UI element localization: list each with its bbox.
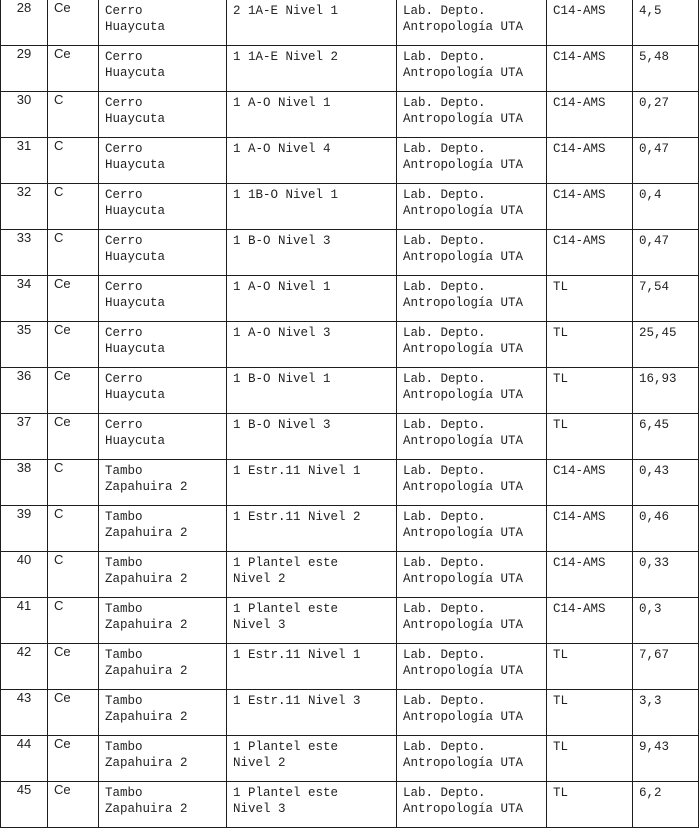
provenience-cell [227, 460, 397, 506]
table-row [1, 598, 699, 644]
provenience-cell [227, 368, 397, 414]
laboratory-cell [397, 230, 547, 276]
laboratory-cell [397, 46, 547, 92]
table-row [1, 276, 699, 322]
laboratory: Lab. Depto. Antropología UTA [403, 418, 524, 448]
table-row [1, 0, 699, 46]
laboratory-cell [397, 276, 547, 322]
sample-type: Ce [54, 276, 71, 291]
sample-number: 40 [16, 552, 32, 567]
measured-value-cell [633, 598, 699, 644]
provenience-cell [227, 782, 397, 828]
measured-value-cell [633, 736, 699, 782]
laboratory-cell [397, 782, 547, 828]
laboratory-cell [397, 92, 547, 138]
site-name: Cerro Huaycuta [105, 418, 166, 448]
sample-number-cell [1, 184, 48, 230]
sample-number-cell [1, 322, 48, 368]
measured-value: 3,3 [639, 694, 662, 708]
dating-method: C14-AMS [553, 556, 606, 570]
laboratory: Lab. Depto. Antropología UTA [403, 96, 524, 126]
measured-value-cell [633, 460, 699, 506]
site-name-cell [99, 644, 227, 690]
laboratory: Lab. Depto. Antropología UTA [403, 694, 524, 724]
measured-value: 25,45 [639, 326, 677, 340]
laboratory: Lab. Depto. Antropología UTA [403, 50, 524, 80]
sample-number: 29 [16, 46, 32, 61]
laboratory: Lab. Depto. Antropología UTA [403, 464, 524, 494]
site-name: Cerro Huaycuta [105, 96, 166, 126]
provenience-cell [227, 230, 397, 276]
dating-method-cell [547, 736, 633, 782]
provenience-cell [227, 644, 397, 690]
measured-value-cell [633, 276, 699, 322]
dating-method-cell [547, 0, 633, 46]
site-name-cell [99, 322, 227, 368]
site-name: Tambo Zapahuira 2 [105, 556, 188, 586]
laboratory-cell [397, 184, 547, 230]
provenience: 1 A-O Nivel 4 [233, 142, 331, 156]
laboratory: Lab. Depto. Antropología UTA [403, 4, 524, 34]
laboratory-cell [397, 368, 547, 414]
dating-method: C14-AMS [553, 602, 606, 616]
site-name: Tambo Zapahuira 2 [105, 694, 188, 724]
sample-number: 43 [16, 690, 32, 705]
sample-number: 36 [16, 368, 32, 383]
sample-number-cell [1, 414, 48, 460]
provenience-cell [227, 598, 397, 644]
sample-number: 39 [16, 506, 32, 521]
laboratory-cell [397, 690, 547, 736]
sample-type-cell [48, 506, 99, 552]
sample-type-cell [48, 782, 99, 828]
sample-type: Ce [54, 322, 71, 337]
sample-type: Ce [54, 414, 71, 429]
laboratory-cell [397, 460, 547, 506]
measured-value: 6,2 [639, 786, 662, 800]
sample-type: C [54, 460, 64, 475]
sample-number-cell [1, 460, 48, 506]
sample-type-cell [48, 184, 99, 230]
measured-value-cell [633, 414, 699, 460]
measured-value: 7,67 [639, 648, 670, 662]
dating-method-cell [547, 644, 633, 690]
measured-value: 4,5 [639, 4, 662, 18]
dating-method: C14-AMS [553, 464, 606, 478]
laboratory: Lab. Depto. Antropología UTA [403, 280, 524, 310]
laboratory-cell [397, 736, 547, 782]
provenience-cell [227, 184, 397, 230]
laboratory: Lab. Depto. Antropología UTA [403, 556, 524, 586]
laboratory: Lab. Depto. Antropología UTA [403, 510, 524, 540]
dating-method-cell [547, 414, 633, 460]
table-row [1, 184, 699, 230]
site-name: Tambo Zapahuira 2 [105, 648, 188, 678]
provenience-cell [227, 276, 397, 322]
dating-method: TL [553, 786, 569, 800]
sample-number: 35 [16, 322, 32, 337]
dating-method: TL [553, 694, 569, 708]
sample-type-cell [48, 736, 99, 782]
sample-number-cell [1, 644, 48, 690]
sample-number: 31 [16, 138, 32, 153]
laboratory-cell [397, 598, 547, 644]
provenience-cell [227, 414, 397, 460]
provenience: 1 1A-E Nivel 2 [233, 50, 339, 64]
table-row [1, 782, 699, 828]
table-row [1, 138, 699, 184]
measured-value: 0,43 [639, 464, 670, 478]
provenience: 1 Plantel este Nivel 2 [233, 740, 339, 770]
laboratory: Lab. Depto. Antropología UTA [403, 142, 524, 172]
dating-method: C14-AMS [553, 510, 606, 524]
measured-value: 0,47 [639, 142, 670, 156]
dating-method-cell [547, 276, 633, 322]
sample-type-cell [48, 276, 99, 322]
sample-number: 41 [16, 598, 32, 613]
sample-type-cell [48, 644, 99, 690]
provenience-cell [227, 506, 397, 552]
dating-method-cell [547, 138, 633, 184]
site-name: Tambo Zapahuira 2 [105, 740, 188, 770]
sample-type: Ce [54, 46, 71, 61]
sample-number-cell [1, 736, 48, 782]
measured-value: 0,27 [639, 96, 670, 110]
sample-number: 44 [16, 736, 32, 751]
laboratory: Lab. Depto. Antropología UTA [403, 648, 524, 678]
table-row [1, 322, 699, 368]
measured-value-cell [633, 690, 699, 736]
measured-value: 0,33 [639, 556, 670, 570]
site-name-cell [99, 460, 227, 506]
table-row [1, 644, 699, 690]
table-row [1, 368, 699, 414]
dating-method: C14-AMS [553, 4, 606, 18]
dating-method-cell [547, 690, 633, 736]
measured-value: 0,3 [639, 602, 662, 616]
site-name: Tambo Zapahuira 2 [105, 464, 188, 494]
site-name: Cerro Huaycuta [105, 326, 166, 356]
measured-value-cell [633, 138, 699, 184]
provenience: 1 B-O Nivel 3 [233, 234, 331, 248]
sample-type: Ce [54, 736, 71, 751]
sample-number: 30 [16, 92, 32, 107]
dating-method-cell [547, 322, 633, 368]
site-name-cell [99, 690, 227, 736]
sample-type: Ce [54, 644, 71, 659]
measured-value-cell [633, 184, 699, 230]
site-name-cell [99, 138, 227, 184]
site-name-cell [99, 276, 227, 322]
dating-method: TL [553, 326, 569, 340]
laboratory: Lab. Depto. Antropología UTA [403, 372, 524, 402]
measured-value-cell [633, 506, 699, 552]
sample-type: C [54, 598, 64, 613]
laboratory: Lab. Depto. Antropología UTA [403, 326, 524, 356]
measured-value: 6,45 [639, 418, 670, 432]
site-name-cell [99, 506, 227, 552]
site-name-cell [99, 230, 227, 276]
dating-method: C14-AMS [553, 142, 606, 156]
provenience: 1 Estr.11 Nivel 3 [233, 694, 361, 708]
measured-value: 5,48 [639, 50, 670, 64]
table-row [1, 690, 699, 736]
measured-value-cell [633, 0, 699, 46]
site-name-cell [99, 736, 227, 782]
dating-method-cell [547, 460, 633, 506]
sample-type: Ce [54, 690, 71, 705]
laboratory: Lab. Depto. Antropología UTA [403, 602, 524, 632]
sample-type-cell [48, 598, 99, 644]
dating-method-cell [547, 92, 633, 138]
laboratory-cell [397, 322, 547, 368]
measured-value: 0,46 [639, 510, 670, 524]
sample-type: Ce [54, 782, 71, 797]
site-name: Tambo Zapahuira 2 [105, 786, 188, 816]
provenience-cell [227, 46, 397, 92]
sample-number-cell [1, 598, 48, 644]
dating-method: C14-AMS [553, 234, 606, 248]
sample-type: C [54, 506, 64, 521]
sample-type-cell [48, 368, 99, 414]
sample-type-cell [48, 322, 99, 368]
sample-type-cell [48, 230, 99, 276]
provenience-cell [227, 0, 397, 46]
provenience-cell [227, 552, 397, 598]
sample-type-cell [48, 690, 99, 736]
site-name: Cerro Huaycuta [105, 372, 166, 402]
provenience: 1 A-O Nivel 1 [233, 96, 331, 110]
laboratory-cell [397, 0, 547, 46]
provenience-cell [227, 322, 397, 368]
sample-type: C [54, 92, 64, 107]
site-name: Tambo Zapahuira 2 [105, 602, 188, 632]
sample-type: C [54, 230, 64, 245]
provenience-cell [227, 92, 397, 138]
provenience: 2 1A-E Nivel 1 [233, 4, 339, 18]
site-name: Cerro Huaycuta [105, 188, 166, 218]
sample-type: C [54, 184, 64, 199]
provenience: 1 B-O Nivel 1 [233, 372, 331, 386]
measured-value-cell [633, 368, 699, 414]
site-name-cell [99, 0, 227, 46]
provenience: 1 Estr.11 Nivel 1 [233, 648, 361, 662]
sample-type: Ce [54, 368, 71, 383]
provenience: 1 Estr.11 Nivel 1 [233, 464, 361, 478]
sample-type-cell [48, 92, 99, 138]
dating-method-cell [547, 46, 633, 92]
dating-method: TL [553, 418, 569, 432]
sample-type-cell [48, 414, 99, 460]
sample-number: 42 [16, 644, 32, 659]
sample-number: 32 [16, 184, 32, 199]
sample-number-cell [1, 276, 48, 322]
sample-number-cell [1, 552, 48, 598]
dating-method-cell [547, 506, 633, 552]
sample-number-cell [1, 690, 48, 736]
table-row [1, 414, 699, 460]
sample-type-cell [48, 460, 99, 506]
provenience: 1 Plantel este Nivel 2 [233, 556, 339, 586]
site-name: Cerro Huaycuta [105, 4, 166, 34]
measured-value-cell [633, 782, 699, 828]
sample-type-cell [48, 46, 99, 92]
provenience: 1 A-O Nivel 3 [233, 326, 331, 340]
dating-method-cell [547, 230, 633, 276]
measured-value-cell [633, 644, 699, 690]
provenience: 1 B-O Nivel 3 [233, 418, 331, 432]
site-name-cell [99, 552, 227, 598]
site-name-cell [99, 414, 227, 460]
site-name-cell [99, 46, 227, 92]
site-name-cell [99, 782, 227, 828]
provenience: 1 1B-O Nivel 1 [233, 188, 339, 202]
laboratory: Lab. Depto. Antropología UTA [403, 188, 524, 218]
site-name: Tambo Zapahuira 2 [105, 510, 188, 540]
laboratory-cell [397, 506, 547, 552]
laboratory-cell [397, 414, 547, 460]
site-name: Cerro Huaycuta [105, 142, 166, 172]
table-row [1, 552, 699, 598]
provenience: 1 Plantel este Nivel 3 [233, 786, 339, 816]
site-name-cell [99, 184, 227, 230]
table-row [1, 506, 699, 552]
provenience: 1 Estr.11 Nivel 2 [233, 510, 361, 524]
dating-method-cell [547, 552, 633, 598]
measured-value: 0,4 [639, 188, 662, 202]
dating-method-cell [547, 184, 633, 230]
sample-number-cell [1, 230, 48, 276]
table-row [1, 92, 699, 138]
table-row [1, 230, 699, 276]
laboratory: Lab. Depto. Antropología UTA [403, 786, 524, 816]
measured-value-cell [633, 322, 699, 368]
laboratory: Lab. Depto. Antropología UTA [403, 234, 524, 264]
laboratory-cell [397, 644, 547, 690]
provenience-cell [227, 690, 397, 736]
dating-method: TL [553, 372, 569, 386]
sample-number-cell [1, 782, 48, 828]
site-name: Cerro Huaycuta [105, 234, 166, 264]
sample-number: 38 [16, 460, 32, 475]
sample-number: 34 [16, 276, 32, 291]
site-name: Cerro Huaycuta [105, 280, 166, 310]
sample-type: Ce [54, 0, 71, 15]
sample-number-cell [1, 92, 48, 138]
sample-type: C [54, 552, 64, 567]
sample-number-cell [1, 368, 48, 414]
provenience: 1 A-O Nivel 1 [233, 280, 331, 294]
dating-method-cell [547, 598, 633, 644]
sample-number: 33 [16, 230, 32, 245]
dating-method: TL [553, 648, 569, 662]
sample-type-cell [48, 0, 99, 46]
measured-value-cell [633, 92, 699, 138]
dating-method-cell [547, 782, 633, 828]
site-name-cell [99, 598, 227, 644]
sample-number-cell [1, 46, 48, 92]
measured-value: 9,43 [639, 740, 670, 754]
table-body [1, 0, 699, 828]
site-name-cell [99, 368, 227, 414]
dating-method-cell [547, 368, 633, 414]
measured-value: 16,93 [639, 372, 677, 386]
sample-type-cell [48, 552, 99, 598]
dating-method: TL [553, 280, 569, 294]
laboratory-cell [397, 552, 547, 598]
laboratory-cell [397, 138, 547, 184]
dating-method: C14-AMS [553, 188, 606, 202]
site-name: Cerro Huaycuta [105, 50, 166, 80]
measured-value-cell [633, 46, 699, 92]
dating-method: C14-AMS [553, 96, 606, 110]
sample-number-cell [1, 138, 48, 184]
sample-number: 28 [16, 0, 32, 15]
provenience-cell [227, 736, 397, 782]
provenience: 1 Plantel este Nivel 3 [233, 602, 339, 632]
site-name-cell [99, 92, 227, 138]
table-row [1, 46, 699, 92]
laboratory: Lab. Depto. Antropología UTA [403, 740, 524, 770]
dating-method: TL [553, 740, 569, 754]
provenience-cell [227, 138, 397, 184]
sample-number: 37 [16, 414, 32, 429]
measured-value-cell [633, 230, 699, 276]
measured-value: 7,54 [639, 280, 670, 294]
table-row [1, 460, 699, 506]
sample-type: C [54, 138, 64, 153]
dating-method: C14-AMS [553, 50, 606, 64]
sample-type-cell [48, 138, 99, 184]
sample-number-cell [1, 506, 48, 552]
sample-number-cell [1, 0, 48, 46]
measured-value: 0,47 [639, 234, 670, 248]
table-row [1, 736, 699, 782]
sample-number: 45 [16, 782, 32, 797]
measured-value-cell [633, 552, 699, 598]
